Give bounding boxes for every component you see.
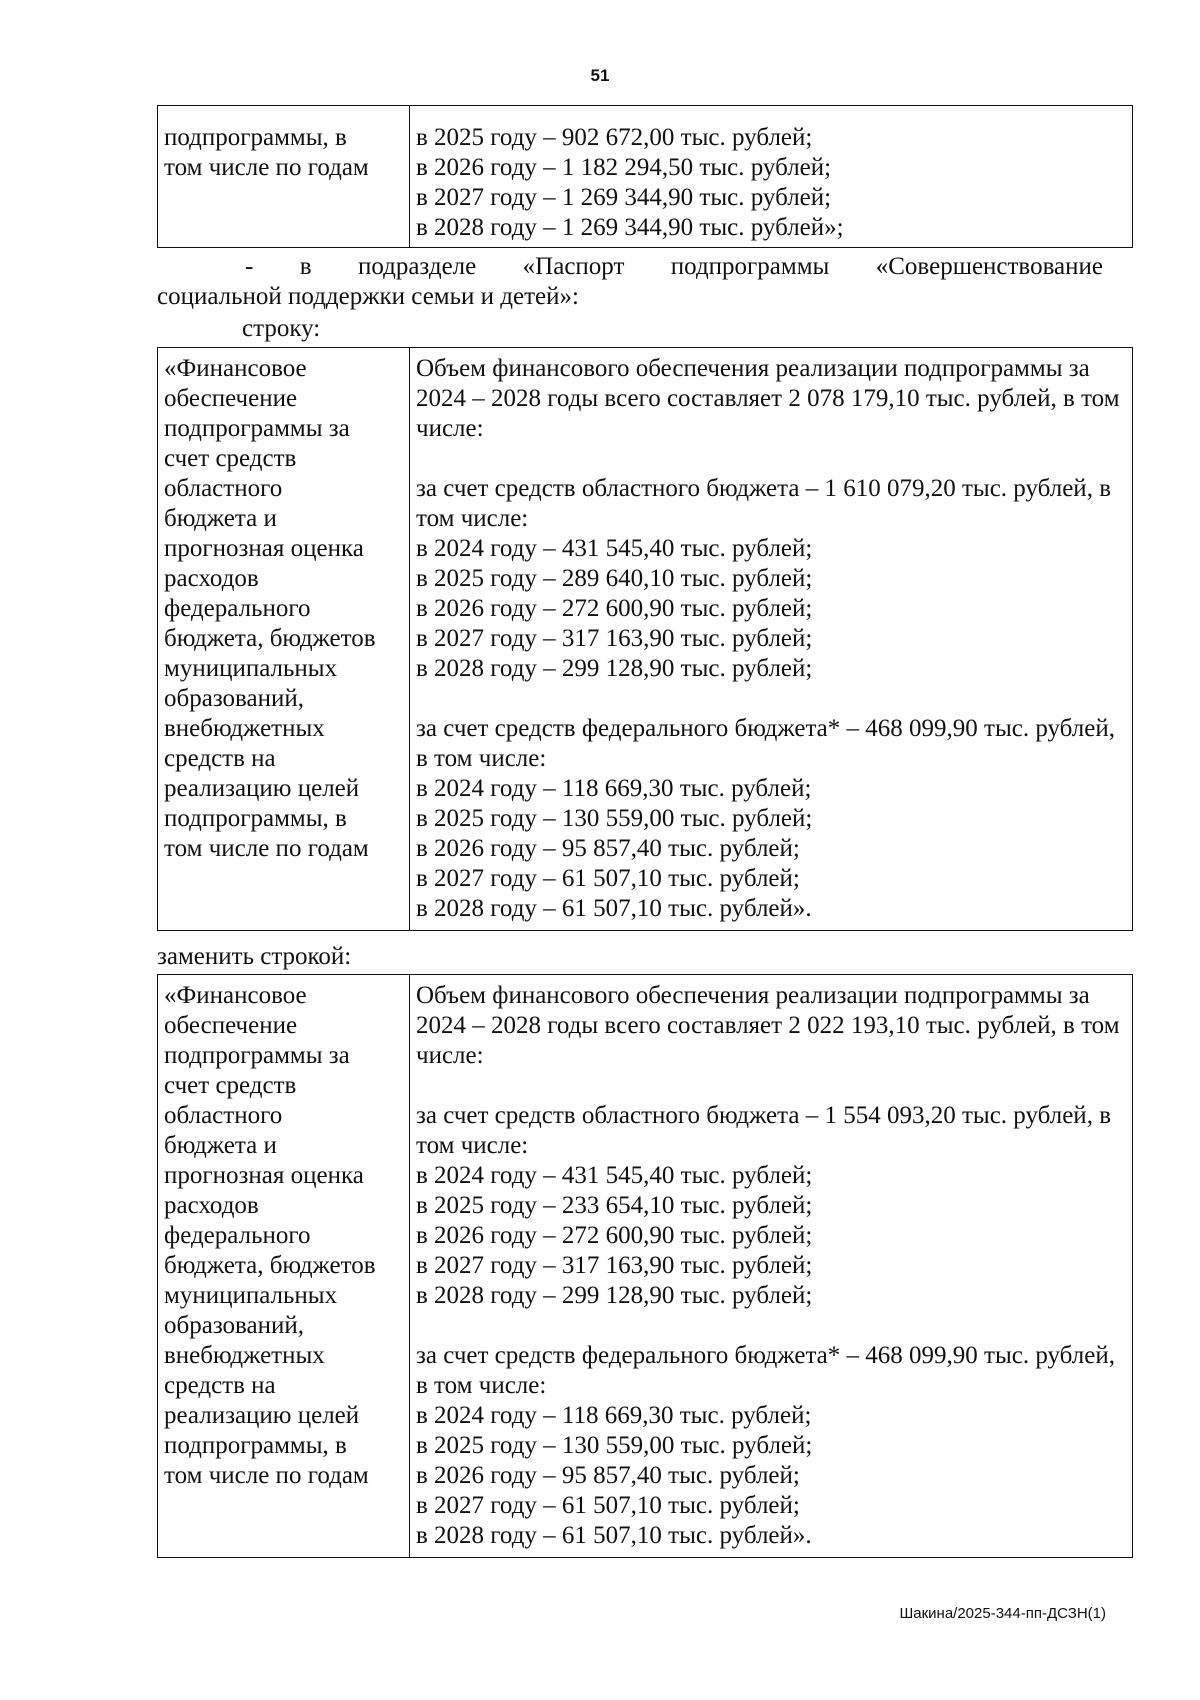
row-label-line: федерального xyxy=(164,595,311,622)
table-row xyxy=(158,975,1133,1558)
row-label-line: подпрограммы за xyxy=(164,415,350,442)
federal-year-line: в 2025 году – 130 559,00 тыс. рублей; xyxy=(416,805,813,832)
row-label-line: внебюджетных xyxy=(164,715,325,742)
row-label-line: том числе по годам xyxy=(164,1462,369,1489)
year-amount-line: в 2025 году – 902 672,00 тыс. рублей; xyxy=(416,124,813,151)
row-label-line: том числе по годам xyxy=(164,154,369,181)
regional-year-line: в 2025 году – 233 654,10 тыс. рублей; xyxy=(416,1192,813,1219)
row-label-line: реализацию целей xyxy=(164,775,360,802)
year-amount-line: в 2026 году – 1 182 294,50 тыс. рублей; xyxy=(416,154,832,181)
row-label-cell xyxy=(158,106,410,248)
row-label-cell xyxy=(158,348,410,931)
regional-year-line: в 2028 году – 299 128,90 тыс. рублей; xyxy=(416,1282,813,1309)
row-label-line: муниципальных xyxy=(164,1282,338,1309)
row-label-line: подпрограммы, в xyxy=(164,805,347,832)
federal-year-line: в 2028 году – 61 507,10 тыс. рублей». xyxy=(416,1522,812,1549)
row-value-cell xyxy=(410,106,1133,248)
row-label-line: том числе по годам xyxy=(164,835,369,862)
row-label-line: бюджета, бюджетов xyxy=(164,625,376,652)
row-label-line: расходов xyxy=(164,1192,259,1219)
row-label-line: образований, xyxy=(164,1312,305,1339)
row-label-line: областного xyxy=(164,1102,283,1129)
row-label-line: счет средств xyxy=(164,445,297,472)
federal-year-line: в 2027 году – 61 507,10 тыс. рублей; xyxy=(416,865,800,892)
row-label-line: подпрограммы, в xyxy=(164,1432,347,1459)
total-amount-text: Объем финансового обеспечения реализации подпрограммы за 2024 – 2028 годы всего составляет 2 078 179,10 тыс. рублей, в том числе: xyxy=(416,355,1120,442)
row-label-line: реализацию целей xyxy=(164,1402,360,1429)
total-amount-text: Объем финансового обеспечения реализации подпрограммы за 2024 – 2028 годы всего составляет 2 022 193,10 тыс. рублей, в том числе: xyxy=(416,982,1120,1069)
row-label-line: «Финансовое xyxy=(164,982,307,1009)
row-label-stroku: строку: xyxy=(242,315,321,342)
row-value-cell xyxy=(410,348,1133,931)
row-label-line: «Финансовое xyxy=(164,355,307,382)
year-amount-line: в 2028 году – 1 269 344,90 тыс. рублей»; xyxy=(416,214,844,241)
row-label-line: обеспечение xyxy=(164,1012,298,1039)
row-label-line: муниципальных xyxy=(164,655,338,682)
year-amount-line: в 2027 году – 1 269 344,90 тыс. рублей; xyxy=(416,184,832,211)
federal-year-line: в 2028 году – 61 507,10 тыс. рублей». xyxy=(416,895,812,922)
regional-budget-total: за счет средств областного бюджета – 1 554 093,20 тыс. рублей, в том числе: xyxy=(416,1102,1111,1159)
row-label-line: прогнозная оценка xyxy=(164,1162,364,1189)
regional-year-line: в 2028 году – 299 128,90 тыс. рублей; xyxy=(416,655,813,682)
regional-year-line: в 2027 году – 317 163,90 тыс. рублей; xyxy=(416,625,813,652)
federal-year-line: в 2024 году – 118 669,30 тыс. рублей; xyxy=(416,1402,812,1429)
row-label-line: бюджета и xyxy=(164,505,277,532)
regional-year-line: в 2026 году – 272 600,90 тыс. рублей; xyxy=(416,1222,813,1249)
replace-with-label: заменить строкой: xyxy=(157,943,352,970)
page-number: 51 xyxy=(590,66,610,85)
regional-year-line: в 2024 году – 431 545,40 тыс. рублей; xyxy=(416,1162,813,1189)
row-label-line: подпрограммы, в xyxy=(164,124,347,151)
row-label-line: подпрограммы за xyxy=(164,1042,350,1069)
federal-year-line: в 2026 году – 95 857,40 тыс. рублей; xyxy=(416,1462,800,1489)
table-row xyxy=(158,348,1133,931)
regional-year-line: в 2026 году – 272 600,90 тыс. рублей; xyxy=(416,595,813,622)
regional-year-line: в 2025 году – 289 640,10 тыс. рублей; xyxy=(416,565,813,592)
row-label-line: федерального xyxy=(164,1222,311,1249)
old-finance-row-table xyxy=(157,347,1133,931)
amendment-intro xyxy=(157,252,1103,312)
row-label-line: бюджета, бюджетов xyxy=(164,1252,376,1279)
row-label-line: обеспечение xyxy=(164,385,298,412)
row-label-line: образований, xyxy=(164,685,305,712)
federal-year-line: в 2026 году – 95 857,40 тыс. рублей; xyxy=(416,835,800,862)
row-label-line: счет средств xyxy=(164,1072,297,1099)
row-label-line: бюджета и xyxy=(164,1132,277,1159)
subprogram-finance-table-continuation xyxy=(157,105,1133,248)
federal-year-line: в 2024 году – 118 669,30 тыс. рублей; xyxy=(416,775,812,802)
row-label-line: областного xyxy=(164,475,283,502)
federal-budget-total: за счет средств федерального бюджета* – 468 099,90 тыс. рублей, в том числе: xyxy=(416,715,1115,772)
row-label-line: средств на xyxy=(164,745,276,772)
document-footer-id: Шакина/2025-344-пп-ДСЗН(1) xyxy=(899,1605,1106,1622)
row-label-cell xyxy=(158,975,410,1558)
row-label-line: расходов xyxy=(164,565,259,592)
row-label-line: внебюджетных xyxy=(164,1342,325,1369)
row-label-line: средств на xyxy=(164,1372,276,1399)
federal-year-line: в 2027 году – 61 507,10 тыс. рублей; xyxy=(416,1492,800,1519)
regional-year-line: в 2024 году – 431 545,40 тыс. рублей; xyxy=(416,535,813,562)
amendment-intro-line: социальной поддержки семьи и детей»: xyxy=(157,283,579,310)
new-finance-row-table xyxy=(157,974,1133,1558)
table-row xyxy=(158,106,1133,248)
amendment-intro-line: - в подразделе «Паспорт подпрограммы «Совершенствование xyxy=(245,253,1103,280)
row-value-cell xyxy=(410,975,1133,1558)
regional-budget-total: за счет средств областного бюджета – 1 610 079,20 тыс. рублей, в том числе: xyxy=(416,475,1111,532)
federal-budget-total: за счет средств федерального бюджета* – 468 099,90 тыс. рублей, в том числе: xyxy=(416,1342,1115,1399)
regional-year-line: в 2027 году – 317 163,90 тыс. рублей; xyxy=(416,1252,813,1279)
federal-year-line: в 2025 году – 130 559,00 тыс. рублей; xyxy=(416,1432,813,1459)
row-label-line: прогнозная оценка xyxy=(164,535,364,562)
